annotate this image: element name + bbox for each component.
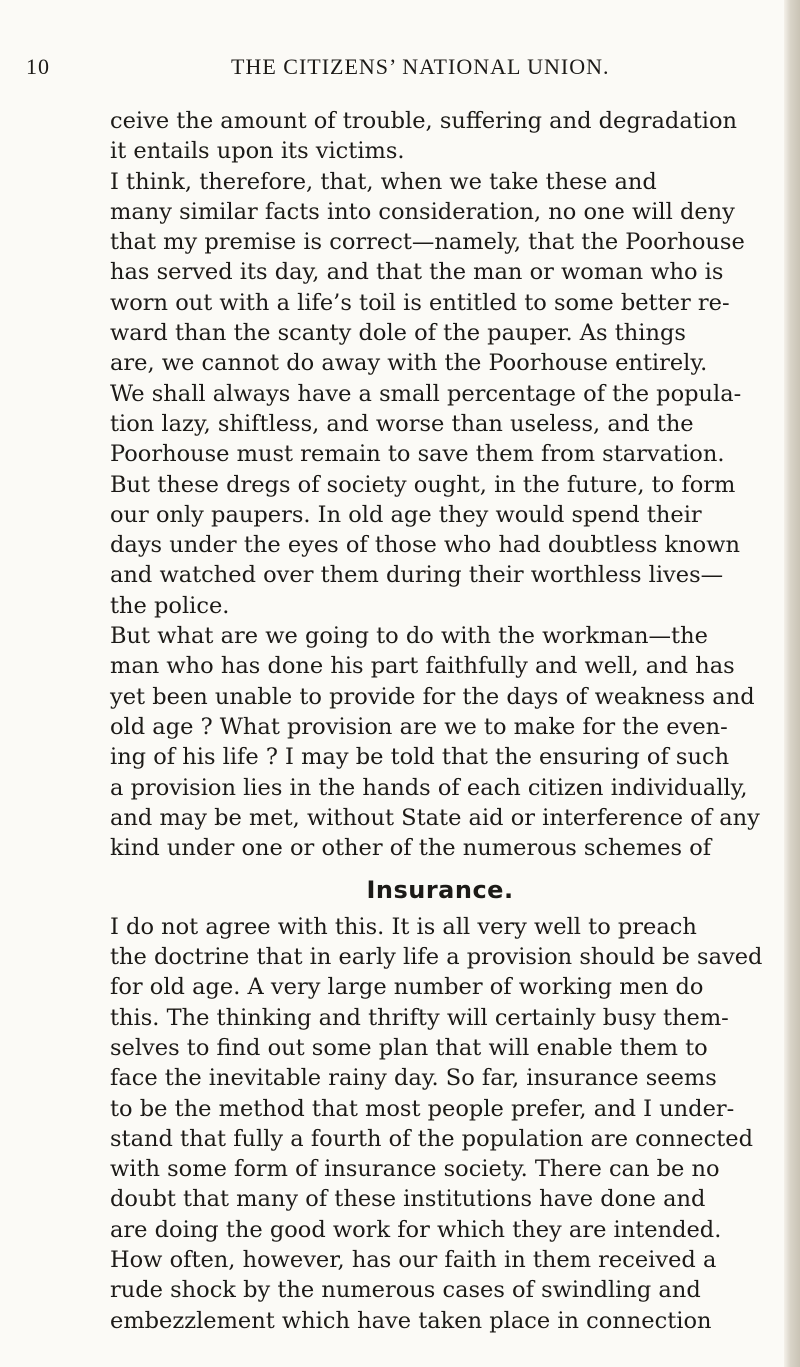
text-line: I think, therefore, that, when we take these and	[110, 168, 657, 195]
text-line: worn out with a life’s toil is entitled to some better re-	[110, 289, 730, 316]
text-line: selves to find out some plan that will enable them to	[110, 1034, 708, 1061]
text-line: for old age. A very large number of working men do	[110, 974, 704, 1001]
section-2-text	[110, 912, 770, 1336]
text-line: But what are we going to do with the workman—the	[110, 623, 708, 650]
text-line: it entails upon its victims.	[110, 138, 405, 165]
text-line: tion lazy, shiftless, and worse than useless, and the	[110, 410, 694, 437]
running-head: THE CITIZENS’ NATIONAL UNION.	[231, 54, 610, 79]
text-line: a provision lies in the hands of each citizen individually,	[110, 774, 748, 801]
text-line: our only paupers. In old age they would spend their	[110, 501, 702, 528]
page-number: 10	[26, 54, 50, 79]
section-heading: Insurance.	[366, 876, 514, 905]
text-line: man who has done his part faithfully and well, and has	[110, 653, 735, 680]
section-1-text	[110, 106, 770, 863]
text-line: to be the method that most people prefer, and I under-	[110, 1095, 735, 1122]
text-line: are, we cannot do away with the Poorhouse entirely.	[110, 350, 708, 377]
text-line: and may be met, without State aid or interference of any	[110, 804, 760, 831]
text-line: We shall always have a small percentage of the popula-	[110, 380, 742, 407]
text-line: Poorhouse must remain to save them from starvation.	[110, 441, 725, 468]
text-line: that my premise is correct—namely, that the Poorhouse	[110, 229, 745, 256]
text-line: How often, however, has our faith in them received a	[110, 1246, 717, 1273]
text-line: I do not agree with this. It is all very well to preach	[110, 913, 697, 940]
page-edge-shadow	[784, 0, 800, 1367]
text-line: yet been unable to provide for the days of weakness and	[110, 683, 755, 710]
text-line: old age ? What provision are we to make for the even-	[110, 713, 728, 740]
text-line: the police.	[110, 592, 230, 619]
text-line: embezzlement which have taken place in connection	[110, 1307, 712, 1334]
text-line: are doing the good work for which they are intended.	[110, 1216, 722, 1243]
body-text	[110, 106, 770, 1336]
text-line: with some form of insurance society. There can be no	[110, 1156, 720, 1183]
text-line: many similar facts into consideration, no one will deny	[110, 198, 735, 225]
text-line: this. The thinking and thrifty will certainly busy them-	[110, 1004, 729, 1031]
text-line: ceive the amount of trouble, suffering and degradation	[110, 108, 738, 134]
text-line: the doctrine that in early life a provision should be saved	[110, 944, 763, 971]
text-line: kind under one or other of the numerous schemes of	[110, 835, 712, 862]
text-line: rude shock by the numerous cases of swindling and	[110, 1277, 701, 1304]
text-line: days under the eyes of those who had doubtless known	[110, 532, 740, 559]
text-line: ward than the scanty dole of the pauper. As things	[110, 320, 686, 347]
text-line: and watched over them during their worthless lives—	[110, 562, 724, 589]
text-line: But these dregs of society ought, in the future, to form	[110, 471, 736, 498]
text-line: doubt that many of these institutions have done and	[110, 1186, 706, 1213]
text-line: has served its day, and that the man or woman who is	[110, 259, 724, 286]
text-line: ing of his life ? I may be told that the ensuring of such	[110, 744, 730, 771]
text-line: face the inevitable rainy day. So far, insurance seems	[110, 1065, 717, 1092]
text-line: stand that fully a fourth of the population are connected	[110, 1125, 753, 1152]
page-header	[26, 54, 786, 86]
